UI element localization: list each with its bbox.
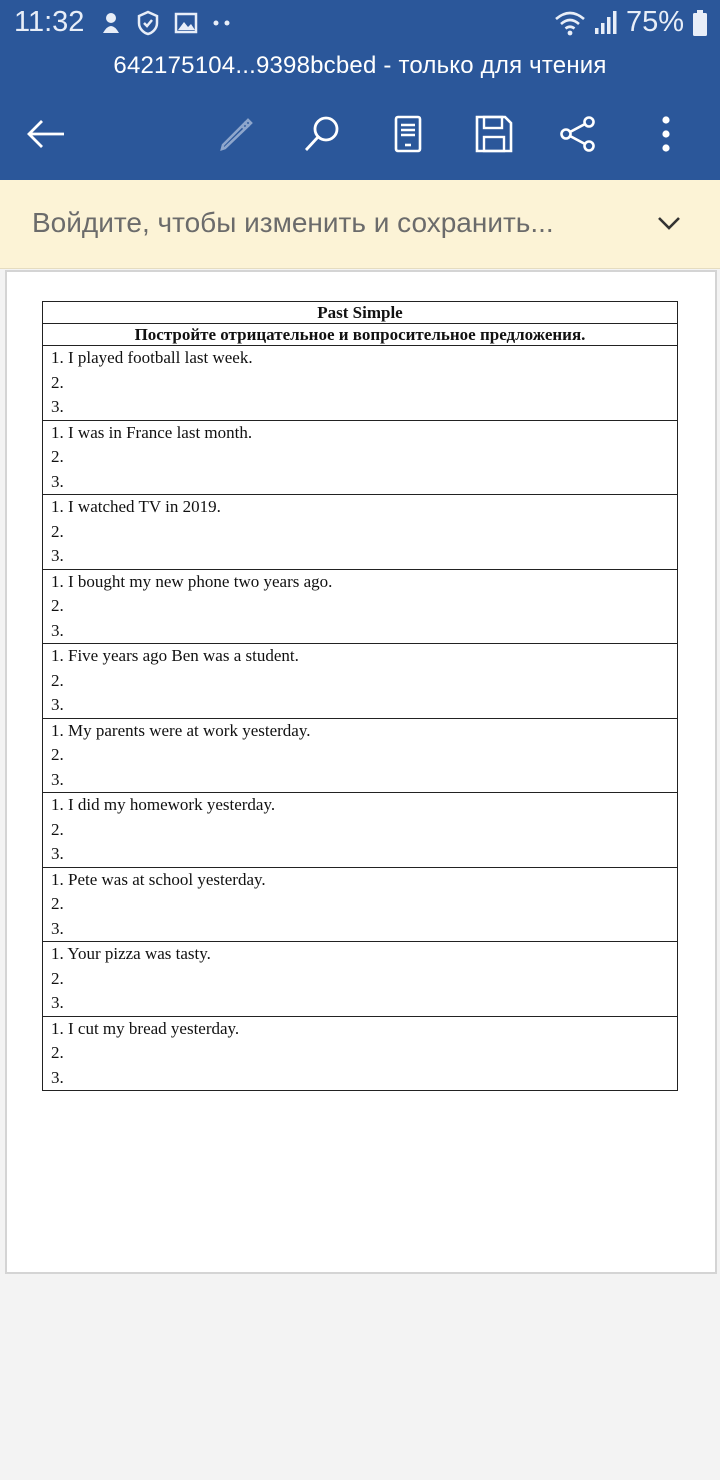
answer-line: 2. (51, 968, 64, 988)
answer-line: 3. (51, 546, 64, 565)
answer-line: 2. (51, 447, 64, 466)
answer-line: 2. (51, 596, 64, 615)
back-arrow-icon (26, 118, 66, 150)
exercise-row (43, 346, 678, 421)
status-time: 11:32 (14, 6, 85, 38)
exercise-cell (43, 644, 678, 719)
answer-line: 3. (51, 620, 64, 640)
exercise-row (43, 942, 678, 1017)
document-title: 642175104...9398bcbed - только для чтения (113, 52, 607, 79)
exercise-cell (43, 718, 678, 793)
answer-line: 3. (51, 844, 64, 863)
battery-percent: 75% (625, 6, 684, 38)
signal-icon (594, 10, 618, 36)
exercise-sentence: 1. Five years ago Ben was a student. (51, 646, 299, 665)
exercise-row (43, 718, 678, 793)
exercise-cell (43, 346, 678, 421)
toolbar (0, 104, 720, 164)
battery-icon (692, 9, 708, 37)
exercise-cell (43, 495, 678, 570)
exercise-cell (43, 793, 678, 868)
answer-line: 2. (51, 894, 64, 913)
exercise-row (43, 1016, 678, 1091)
answer-line: 3. (51, 769, 64, 789)
exercise-sentence: 1. I watched TV in 2019. (51, 497, 221, 516)
answer-line: 3. (51, 695, 64, 714)
exercise-sentence: 1. I played football last week. (51, 348, 253, 367)
answer-line: 3. (51, 1067, 64, 1087)
exercise-cell (43, 942, 678, 1017)
chevron-down-icon[interactable] (656, 210, 682, 236)
exercise-sentence: 1. I did my homework yesterday. (51, 795, 276, 814)
sign-in-banner[interactable] (0, 180, 720, 269)
more-icon (661, 115, 671, 153)
answer-line: 3. (51, 993, 64, 1012)
status-bar (0, 0, 720, 48)
answer-line: 2. (51, 670, 64, 690)
exercise-sentence: 1. Your pizza was tasty. (51, 944, 211, 963)
share-icon (559, 115, 597, 153)
more-options-button[interactable] (636, 104, 696, 164)
exercise-cell (43, 1016, 678, 1091)
worksheet-table (42, 301, 678, 1091)
worksheet-title: Past Simple (43, 302, 678, 324)
mobile-view-button[interactable] (378, 104, 438, 164)
worksheet-instruction: Постройте отрицательное и вопросительное предложения. (43, 324, 678, 346)
exercise-row (43, 420, 678, 495)
app-bar (0, 0, 720, 180)
answer-line: 3. (51, 471, 64, 491)
save-icon (475, 115, 513, 153)
answer-line: 3. (51, 918, 64, 938)
search-icon (302, 114, 342, 154)
back-button[interactable] (16, 104, 76, 164)
exercise-sentence: 1. I was in France last month. (51, 422, 253, 442)
exercise-row (43, 495, 678, 570)
exercise-row (43, 644, 678, 719)
exercise-sentence: 1. I bought my new phone two years ago. (51, 571, 333, 591)
exercise-sentence: 1. I cut my bread yesterday. (51, 1018, 240, 1038)
notification-icons (100, 10, 232, 36)
answer-line: 2. (51, 1043, 64, 1062)
exercise-sentence: 1. My parents were at work yesterday. (51, 720, 311, 740)
answer-line: 3. (51, 397, 64, 416)
edit-button[interactable] (206, 104, 266, 164)
image-icon (174, 11, 198, 35)
exercise-sentence: 1. Pete was at school yesterday. (51, 869, 266, 889)
pencil-icon (217, 115, 255, 153)
save-button[interactable] (464, 104, 524, 164)
answer-line: 2. (51, 372, 64, 392)
search-button[interactable] (292, 104, 352, 164)
answer-line: 2. (51, 521, 64, 541)
answer-line: 2. (51, 819, 64, 839)
sign-in-banner-text: Войдите, чтобы изменить и сохранить... (32, 207, 554, 238)
system-status (554, 6, 708, 39)
shield-icon (136, 10, 160, 36)
exercise-cell (43, 420, 678, 495)
exercise-cell (43, 867, 678, 942)
exercise-cell (43, 569, 678, 644)
wifi-icon (554, 10, 586, 36)
exercise-row (43, 569, 678, 644)
mobile-view-icon (394, 115, 422, 153)
exercise-row (43, 793, 678, 868)
document-page (5, 270, 717, 1274)
share-button[interactable] (548, 104, 608, 164)
exercise-row (43, 867, 678, 942)
notification-icon (100, 11, 122, 35)
answer-line: 2. (51, 745, 64, 764)
more-notifications-icon (212, 19, 232, 27)
